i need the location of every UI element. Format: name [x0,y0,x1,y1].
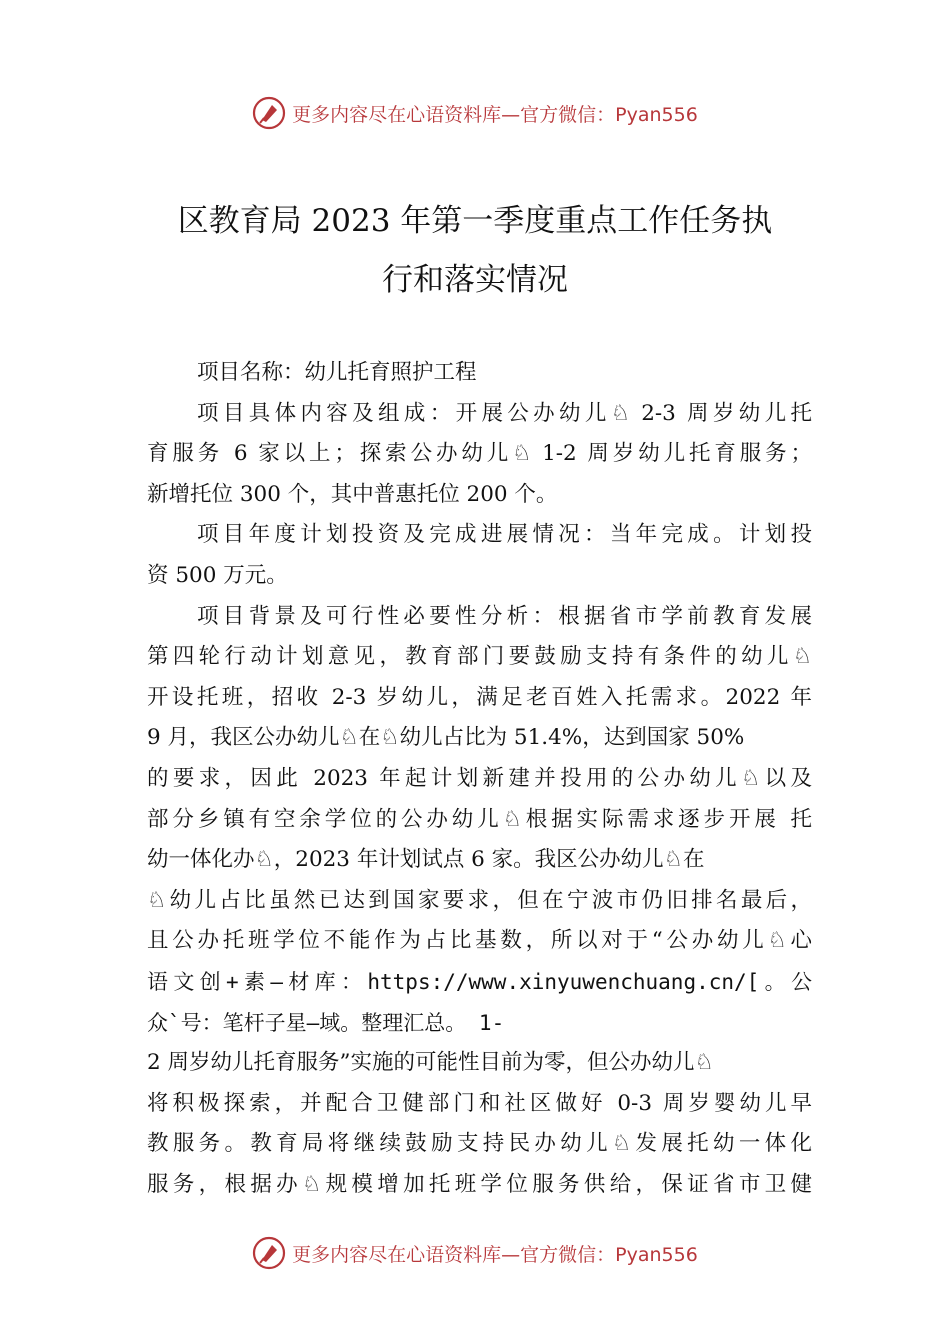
body-line: 开设托班，招收 2-3 岁幼儿，满足老百姓入托需求。2022 年 [147,684,812,710]
body-line: 将积极探索，并配合卫健部门和社区做好 0-3 周岁婴幼儿早 [147,1090,812,1116]
body-line: 项目具体内容及组成：开展公办幼儿♘ 2-3 周岁幼儿托 [197,400,812,426]
body-line: 众`号：笔杆子星—域。整理汇总。 1- [147,1010,505,1035]
body-line: 第四轮行动计划意见，教育部门要鼓励支持有条件的幼儿♘ [147,644,812,670]
pen-nib-logo-icon [252,1236,286,1270]
pen-nib-logo-icon [252,96,286,130]
body-line: 服务，根据办♘规模增加托班学位服务供给，保证省市卫健 [147,1171,812,1197]
footer-watermark-banner [0,1236,950,1270]
body-line: 新增托位 300 个，其中普惠托位 200 个。 [147,481,558,507]
title-line-1: 区教育局 2023 年第一季度重点工作任务执 [177,203,773,239]
body-line: 语文创+素—材库：https://www.xinyuwenchuang.cn/[。公 [147,969,812,994]
title-line-2: 行和落实情况 [382,262,568,298]
body-line: 项目年度计划投资及完成进展情况：当年完成。计划投 [197,522,812,548]
body-line: 资 500 万元。 [147,562,288,588]
header-banner-text: 更多内容尽在心语资料库—官方微信：Pyan556 [292,103,698,126]
body-line: 项目名称：幼儿托育照护工程 [197,360,477,385]
body-line: 幼一体化办♘，2023 年计划试点 6 家。我区公办幼儿♘在 [147,847,705,873]
document-body [147,353,812,1205]
body-line: 且公办托班学位不能作为占比基数，所以对于“公办幼儿♘心 [147,928,812,954]
footer-banner-text: 更多内容尽在心语资料库—官方微信：Pyan556 [292,1243,698,1266]
body-line: 项目背景及可行性必要性分析：根据省市学前教育发展 [197,603,812,629]
body-line: 9 月，我区公办幼儿♘在♘幼儿占比为 51.4%，达到国家 50% [147,725,745,751]
body-line: 教服务。教育局将继续鼓励支持民办幼儿♘发展托幼一体化 [147,1131,812,1157]
body-line: 2 周岁幼儿托育服务”实施的可能性目前为零，但公办幼儿♘ [147,1050,714,1076]
body-line: 部分乡镇有空余学位的公办幼儿♘根据实际需求逐步开展 托 [147,806,812,832]
document-title [0,192,950,310]
body-line: 育服务 6 家以上；探索公办幼儿♘ 1-2 周岁幼儿托育服务； [147,441,812,467]
body-line: 的要求，因此 2023 年起计划新建并投用的公办幼儿♘以及 [147,765,812,791]
header-watermark-banner [0,96,950,130]
body-line: ♘幼儿占比虽然已达到国家要求，但在宁波市仍旧排名最后， [147,887,812,913]
